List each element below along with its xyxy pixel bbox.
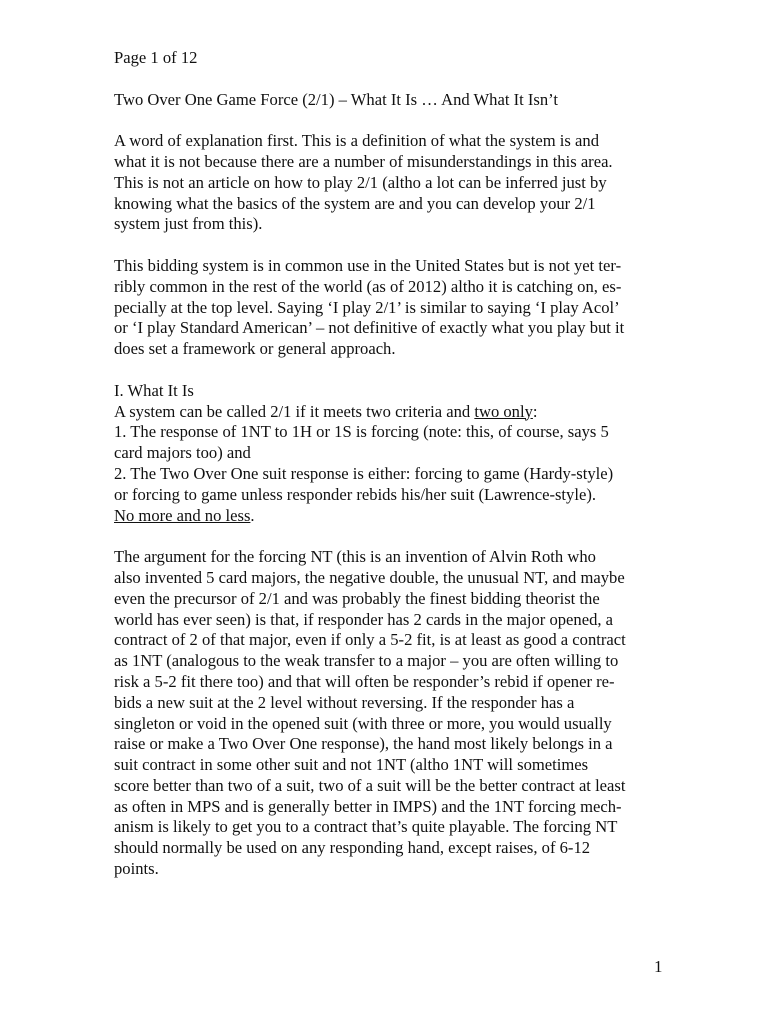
criteria-line xyxy=(114,402,666,423)
text-line: points. xyxy=(114,859,159,879)
text-line: bids a new suit at the 2 level without reversing. If the responder has a xyxy=(114,692,575,712)
text-line: contract of 2 of that major, even if only a 5-2 fit, is at least as good a contract xyxy=(114,630,626,650)
text-line: This is not an article on how to play 2/1 (altho a lot can be inferred just by xyxy=(114,172,607,192)
document-title: Two Over One Game Force (2/1) – What It Is … And What It Isn’t xyxy=(114,89,559,109)
closing-emphasis: No more and no less xyxy=(114,505,251,525)
text-line: world has ever seen) is that, if responder has 2 cards in the major opened, a xyxy=(114,609,614,629)
section-what-it-is xyxy=(114,381,666,527)
spacer xyxy=(114,235,666,256)
criterion-2-line: or forcing to game unless responder rebids his/her suit (Lawrence-style). xyxy=(114,484,596,504)
spacer xyxy=(114,526,666,547)
text-line: The argument for the forcing NT (this is an invention of Alvin Roth who xyxy=(114,547,596,567)
text-line: does set a framework or general approach. xyxy=(114,339,396,359)
criteria-end: : xyxy=(532,401,538,421)
paragraph-forcing-nt xyxy=(114,547,666,880)
text-line: score better than two of a suit, two of a suit will be the better contract at least xyxy=(114,775,626,795)
text-line: A word of explanation first. This is a definition of what the system is and xyxy=(114,131,599,151)
page-number: 1 xyxy=(654,957,663,976)
text-line: as often in MPS and is generally better in IMPS) and the 1NT forcing mech- xyxy=(114,796,622,816)
spacer xyxy=(114,360,666,381)
text-line: pecially at the top level. Saying ‘I play 2/1’ is similar to saying ‘I play Acol’ xyxy=(114,297,620,317)
criteria-emphasis: two only xyxy=(474,401,533,421)
text-line: suit contract in some other suit and not 1NT (altho 1NT will sometimes xyxy=(114,755,589,775)
criterion-1-line: card majors too) and xyxy=(114,443,251,463)
criteria-intro: A system can be called 2/1 if it meets two criteria and xyxy=(114,401,475,421)
text-line: This bidding system is in common use in the United States but is not yet ter- xyxy=(114,255,622,275)
text-line: raise or make a Two Over One response), the hand most likely belongs in a xyxy=(114,734,613,754)
text-line: also invented 5 card majors, the negative double, the unusual NT, and maybe xyxy=(114,567,625,587)
text-line: singleton or void in the opened suit (with three or more, you would usually xyxy=(114,713,612,733)
text-line: risk a 5-2 fit there too) and that will often be responder’s rebid if opener re- xyxy=(114,671,615,691)
spacer xyxy=(114,69,666,90)
text-line: system just from this). xyxy=(114,214,263,234)
spacer xyxy=(114,110,666,131)
text-line: or ‘I play Standard American’ – not definitive of exactly what you play but it xyxy=(114,318,625,338)
document-body xyxy=(114,48,666,880)
text-line: what it is not because there are a number of misunderstandings in this area. xyxy=(114,151,613,171)
paragraph-intro xyxy=(114,131,666,235)
text-line: ribly common in the rest of the world (as of 2012) altho it is catching on, es- xyxy=(114,276,622,296)
paragraph-usage xyxy=(114,256,666,360)
text-line: as 1NT (analogous to the weak transfer to a major – you are often willing to xyxy=(114,651,619,671)
page-label: Page 1 of 12 xyxy=(114,48,198,67)
text-line: should normally be used on any responding hand, except raises, of 6-12 xyxy=(114,838,591,858)
criterion-1-line: 1. The response of 1NT to 1H or 1S is forcing (note: this, of course, says 5 xyxy=(114,422,609,442)
closing-end: . xyxy=(250,505,255,525)
criterion-2-line: 2. The Two Over One suit response is either: forcing to game (Hardy-style) xyxy=(114,463,614,483)
text-line: knowing what the basics of the system are and you can develop your 2/1 xyxy=(114,193,596,213)
section-heading: I. What It Is xyxy=(114,380,194,400)
closing-line xyxy=(114,506,666,527)
text-line: even the precursor of 2/1 and was probably the finest bidding theorist the xyxy=(114,588,600,608)
text-line: anism is likely to get you to a contract that’s quite playable. The forcing NT xyxy=(114,817,618,837)
